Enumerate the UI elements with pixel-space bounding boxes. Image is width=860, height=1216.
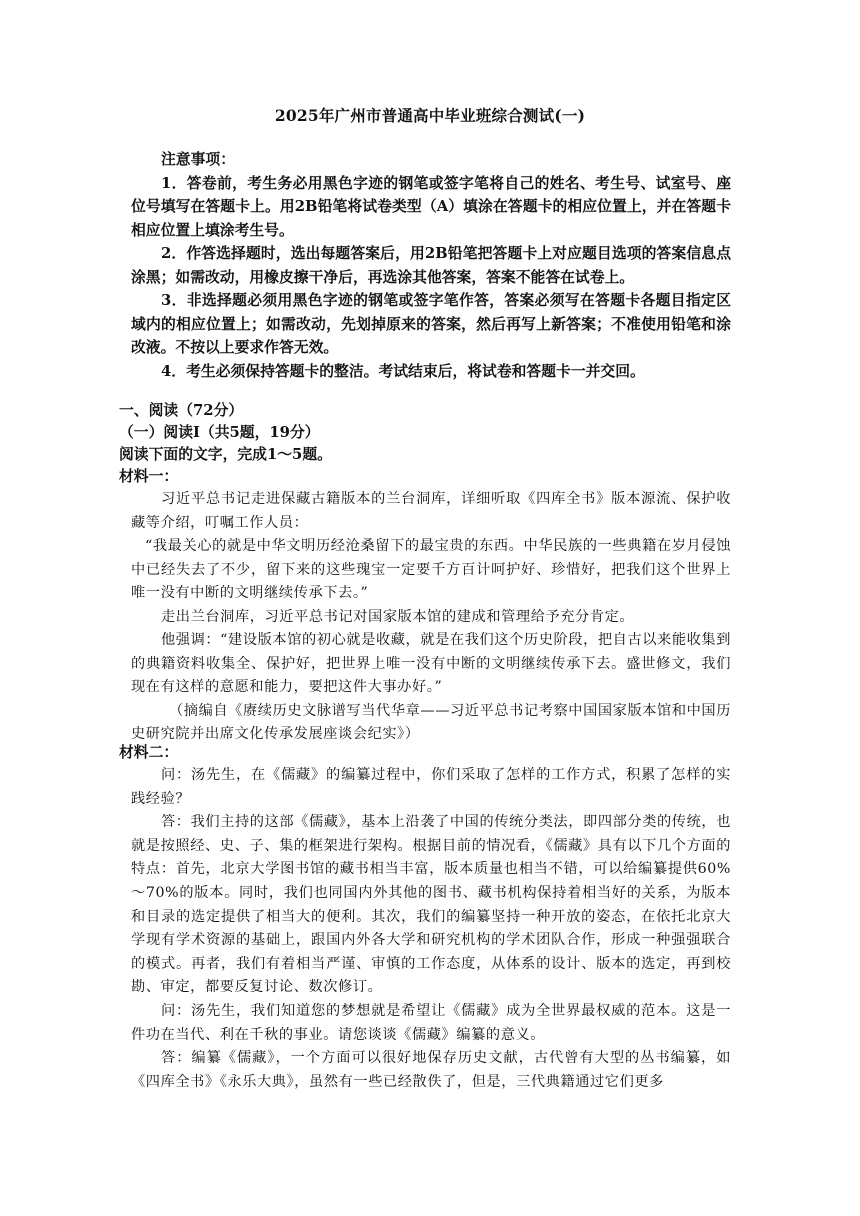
material2-body [131,764,731,1094]
material1-paragraph: 习近平总书记走进保藏古籍版本的兰台洞库，详细听取《四库全书》版本源流、保护收藏等介绍，叮嘱工作人员： [131,491,731,531]
notice-block [131,148,731,383]
notice-item: 4．考生必须保持答题卡的整洁。考试结束后，将试卷和答题卡一并交回。 [161,362,645,380]
notice-item: 2．作答选择题时，选出每题答案后，用2B铅笔把答题卡上对应题目选项的答案信息点涂黑；如需改动，用橡皮擦干净后，再选涂其他答案，答案不能答在试卷上。 [131,245,731,286]
material2-paragraph: 答：编纂《儒藏》，一个方面可以很好地保存历史文献，古代曾有大型的丛书编纂，如《四库全书》《永乐大典》，虽然有一些已经散佚了，但是，三代典籍通过它们更多 [131,1050,731,1090]
material2-paragraph: 问：汤先生，我们知道您的梦想就是希望让《儒藏》成为全世界最权威的范本。这是一件功在当代、利在千秋的事业。请您谈谈《儒藏》编纂的意义。 [131,1002,731,1043]
material1-paragraph: 他强调：“建设版本馆的初心就是收藏，就是在我们这个历史阶段，把自古以来能收集到的典籍资料收集全、保护好，把世界上唯一没有中断的文明继续传承下去。盛世修文，我们现在有这样的意愿和能力，要把这件大事办好。” [131,632,731,695]
notice-item: 3．非选择题必须用黑色字迹的钢笔或签字笔作答，答案必须写在答题卡各题目指定区域内的相应位置上；如需改动，先划掉原来的答案，然后再写上新答案；不准使用铅笔和涂改液。不按以上要求作答无效。 [131,292,731,356]
material2-label: 材料二： [119,744,179,761]
notice-heading: 注意事项： [161,151,235,168]
section-subpart-heading: （一）阅读Ⅰ（共5题，19分） [119,424,320,441]
material2-paragraph: 答：我们主持的这部《儒藏》，基本上沿袭了中国的传统分类法，即四部分类的传统，也就是按照经、史、子、集的框架进行架构。根据目前的情况看，《儒藏》具有以下几个方面的特点：首先，北京大学图书馆的藏书相当丰富，版本质量也相当不错，可以给编纂提供60%～70%的版本。同时，我们也同国内外其他的图书、藏书机构保持着相当好的关系，为版本和目录的选定提供了相当大的便利。其次，我们的编纂坚持一种开放的姿态，在依托北京大学现有学术资源的基础上，跟国内外各大学和研究机构的学术团队合作，形成一种强强联合的模式。再者，我们有着相当严谨、审慎的工作态度，从体系的设计、版本的选定，再到校勘、审定，都要反复讨论、数次修订。 [131,814,731,996]
section-headings [119,400,739,466]
material1-label: 材料一： [119,468,179,485]
material1-paragraph: 走出兰台洞库，习近平总书记对国家版本馆的建成和管理给予充分肯定。 [161,608,635,625]
section-part-heading: 一、阅读（72分） [119,402,244,419]
material1-body [131,488,731,747]
material2-paragraph: 问：汤先生，在《儒藏》的编纂过程中，你们采取了怎样的工作方式，积累了怎样的实践经验？ [131,767,731,807]
section-instruction: 阅读下面的文字，完成1～5题。 [119,446,332,463]
material1-paragraph: “我最关心的就是中华文明历经沧桑留下的最宝贵的东西。中华民族的一些典籍在岁月侵蚀中已经失去了不少，留下来的这些瑰宝一定要千方百计呵护好、珍惜好，把我们这个世界上唯一没有中断的文明继续传承下去。” [131,538,731,601]
notice-item: 1．答卷前，考生务必用黑色字迹的钢笔或签字笔将自己的姓名、考生号、试室号、座位号填写在答题卡上。用2B铅笔将试卷类型（A）填涂在答题卡的相应位置上，并在答题卡相应位置上填涂考生号。 [131,174,731,239]
exam-title: 2025年广州市普通高中毕业班综合测试(一) [274,106,586,125]
material1-source: （摘编自《赓续历史文脉谱写当代华章——习近平总书记考察中国国家版本馆和中国历史研究院并出席文化传承发展座谈会纪实》） [131,702,731,742]
